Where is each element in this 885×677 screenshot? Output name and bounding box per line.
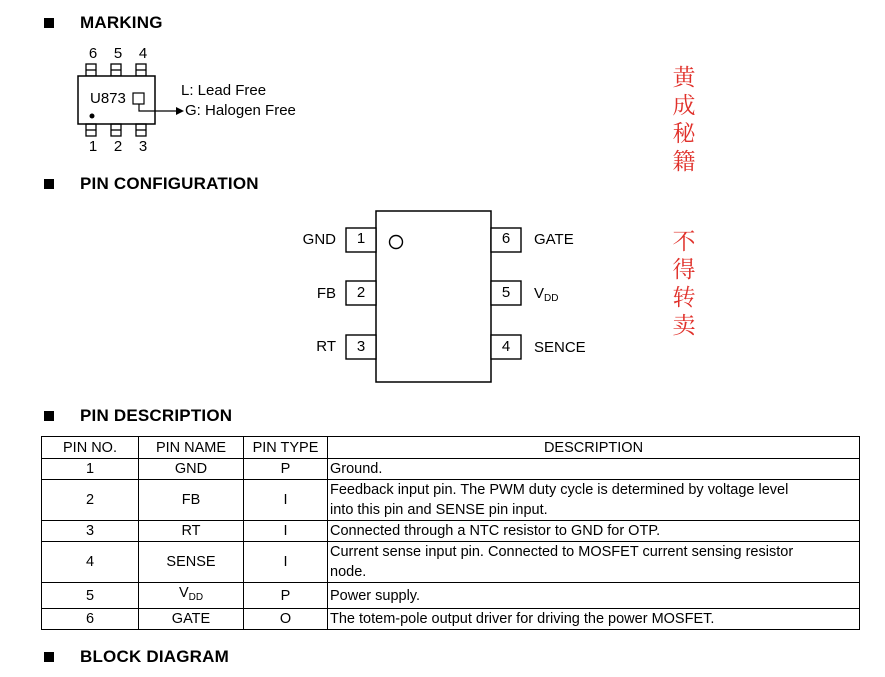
pin-label: 4 — [138, 45, 148, 62]
cell-pin-type: P — [244, 459, 328, 480]
pin-name-subscript: DD — [544, 293, 559, 304]
legend-halogen-free: G: Halogen Free — [185, 102, 296, 119]
pin-name-vdd — [534, 285, 558, 304]
cell-pin-type: I — [244, 521, 328, 542]
header-pin-no: PIN NO. — [42, 437, 139, 459]
section-pin-configuration — [44, 174, 259, 194]
cell-pin-type: P — [244, 583, 328, 609]
watermark-char: 得 — [672, 257, 696, 283]
cell-pin-type: O — [244, 609, 328, 630]
section-block-diagram — [44, 647, 229, 667]
pin-label: 2 — [113, 138, 123, 155]
pin-description-table — [41, 436, 860, 630]
cell-description — [328, 609, 860, 630]
desc-line: Connected through a NTC resistor to GND for OTP. — [330, 523, 661, 539]
watermark-char: 籍 — [672, 149, 696, 175]
table-row — [42, 459, 860, 480]
cell-pin-no: 1 — [42, 459, 139, 480]
cell-description — [328, 583, 860, 609]
cell-pin-no: 2 — [42, 480, 139, 521]
cell-pin-no: 6 — [42, 609, 139, 630]
pin-name-main: V — [178, 585, 189, 601]
desc-line: node. — [330, 564, 367, 580]
section-title: MARKING — [80, 13, 163, 32]
pin-number: 1 — [356, 230, 366, 247]
desc-line: into this pin and SENSE pin input. — [330, 502, 548, 518]
desc-line: Current sense input pin. Connected to MOSFET current sensing resistor — [330, 544, 794, 560]
cell-pin-name: SENSE — [139, 542, 244, 583]
desc-line: Ground. — [330, 461, 383, 477]
bottom-pin-leads — [86, 124, 146, 136]
pin-name-subscript: DD — [188, 592, 204, 603]
desc-line: The totem-pole output driver for driving the power MOSFET. — [330, 611, 715, 627]
pin-number: 2 — [356, 284, 366, 301]
cell-description — [328, 459, 860, 480]
marking-code: U873 — [90, 90, 126, 107]
desc-line: Feedback input pin. The PWM duty cycle is determined by voltage level — [330, 482, 789, 498]
section-pin-description — [44, 406, 232, 426]
watermark-char: 黄 — [672, 65, 696, 91]
section-title: BLOCK DIAGRAM — [80, 647, 229, 666]
pin-name-rt: RT — [316, 338, 336, 355]
bullet-square-icon — [44, 411, 54, 421]
cell-description — [328, 521, 860, 542]
pin-label: 3 — [138, 138, 148, 155]
pin-name-sence: SENCE — [534, 339, 586, 356]
pin-number: 3 — [356, 338, 366, 355]
pin-name-gnd: GND — [302, 231, 336, 248]
table-row — [42, 521, 860, 542]
cell-description — [328, 542, 860, 583]
section-title: PIN DESCRIPTION — [80, 406, 233, 425]
bullet-square-icon — [44, 652, 54, 662]
cell-pin-name: FB — [139, 480, 244, 521]
pin1-dot — [90, 114, 95, 119]
arrow-head-icon — [176, 107, 184, 115]
pin-name-main: V — [534, 285, 545, 302]
watermark-char: 秘 — [672, 121, 696, 147]
pin-number: 5 — [501, 284, 511, 301]
header-pin-name: PIN NAME — [139, 437, 244, 459]
header-description: DESCRIPTION — [328, 437, 860, 459]
watermark-char: 成 — [672, 93, 696, 119]
cell-pin-no: 5 — [42, 583, 139, 609]
cell-pin-no: 3 — [42, 521, 139, 542]
legend-lead-free: L: Lead Free — [181, 82, 267, 99]
pin-number: 4 — [501, 338, 511, 355]
pin-label: 1 — [88, 138, 98, 155]
section-marking — [44, 13, 163, 33]
pin-label: 6 — [88, 45, 98, 62]
pin-label: 5 — [113, 45, 123, 62]
table-row — [42, 542, 860, 583]
cell-pin-type: I — [244, 542, 328, 583]
bullet-square-icon — [44, 18, 54, 28]
table-header-row — [42, 437, 860, 459]
watermark-line2 — [670, 228, 698, 340]
watermark-char: 卖 — [672, 313, 696, 339]
cell-pin-name — [139, 583, 244, 609]
bullet-square-icon — [44, 179, 54, 189]
cell-pin-no: 4 — [42, 542, 139, 583]
top-pin-leads — [86, 64, 146, 76]
cell-pin-name: GND — [139, 459, 244, 480]
section-title: PIN CONFIGURATION — [80, 174, 259, 193]
table-row — [42, 583, 860, 609]
cell-description — [328, 480, 860, 521]
table-row — [42, 480, 860, 521]
cell-pin-name: RT — [139, 521, 244, 542]
header-pin-type: PIN TYPE — [244, 437, 328, 459]
cell-pin-name: GATE — [139, 609, 244, 630]
watermark-line1 — [670, 64, 698, 176]
desc-line: Power supply. — [330, 587, 420, 604]
pin-name-fb: FB — [316, 285, 336, 302]
pin-number: 6 — [501, 230, 511, 247]
cell-pin-type: I — [244, 480, 328, 521]
watermark-char: 不 — [672, 229, 696, 255]
watermark-char: 转 — [672, 285, 696, 311]
table-row — [42, 609, 860, 630]
pin-name-gate: GATE — [534, 231, 574, 248]
